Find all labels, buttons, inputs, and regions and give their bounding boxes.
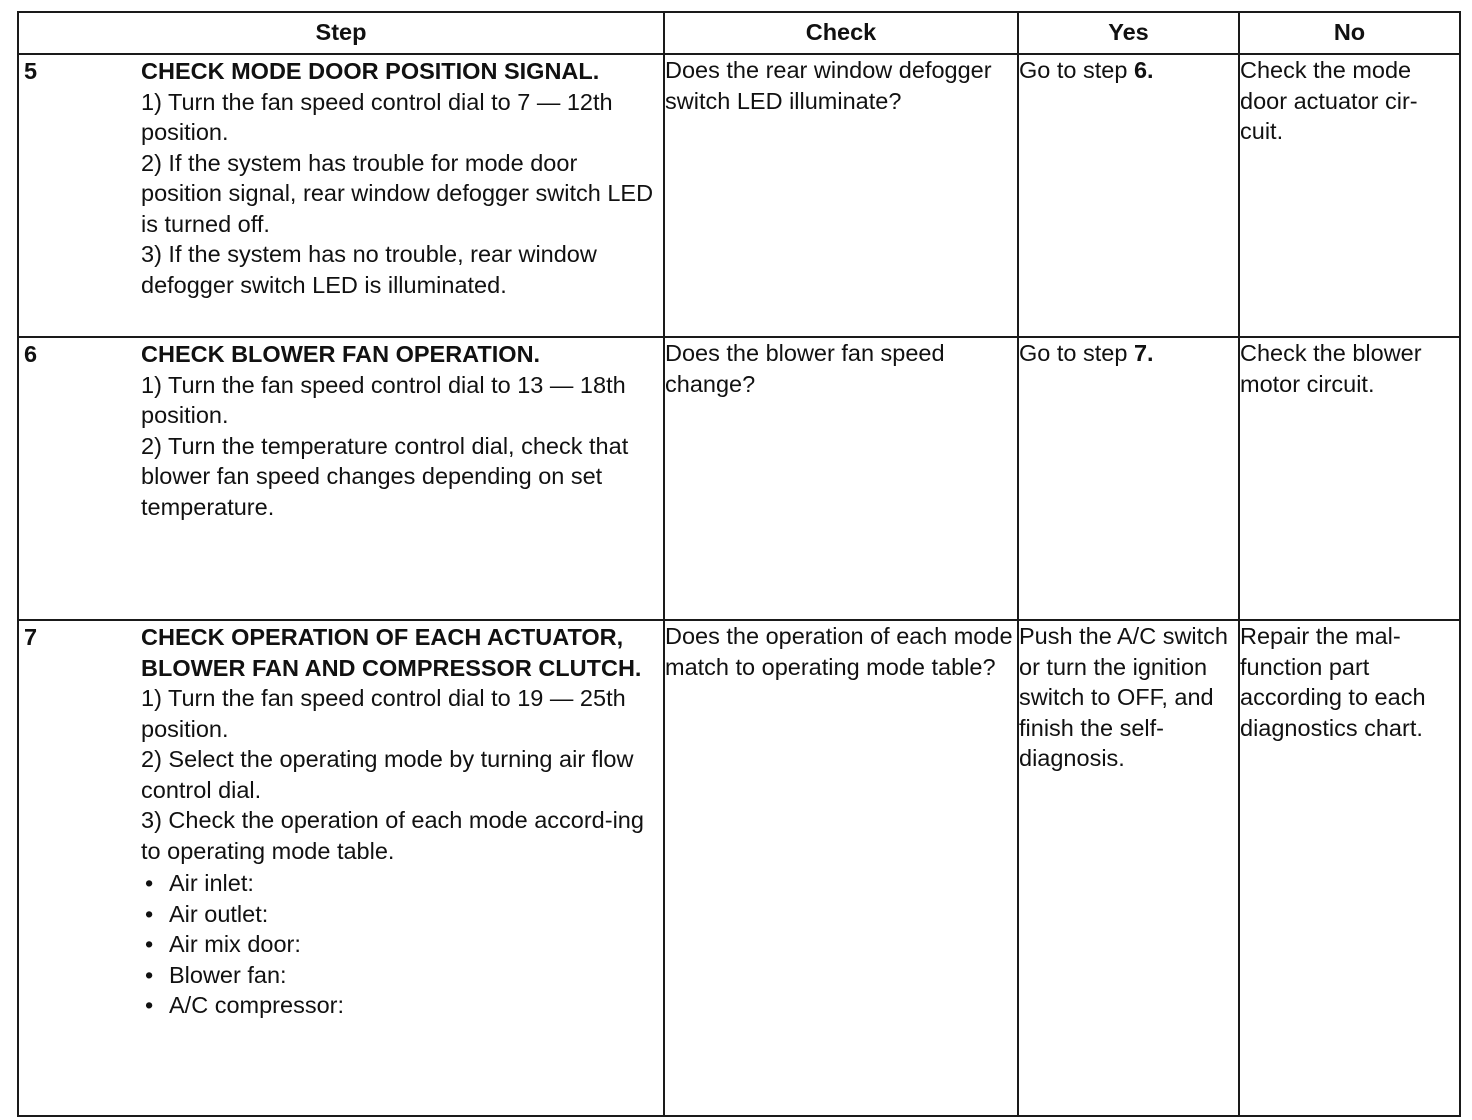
step-instruction: 2) If the system has trouble for mode door position signal, rear window defogger switch LED is turned off. bbox=[141, 149, 654, 237]
header-yes: Yes bbox=[1018, 12, 1239, 54]
check-cell: Does the blower fan speed change? bbox=[664, 337, 1018, 620]
table-row-step-5 bbox=[18, 54, 1460, 337]
yes-step-ref: 6. bbox=[1133, 57, 1154, 83]
step-cell bbox=[18, 620, 664, 1116]
step-instruction: 1) Turn the fan speed control dial to 13 — 18th position. bbox=[141, 371, 626, 428]
list-item: • Air mix door: bbox=[141, 929, 659, 960]
table-header-row bbox=[18, 12, 1460, 54]
list-item: • A/C compressor: bbox=[141, 990, 659, 1021]
step-instruction: 3) Check the operation of each mode accord-ing to operating mode table. bbox=[141, 807, 644, 864]
yes-step-ref: 7. bbox=[1133, 340, 1154, 366]
yes-text: Go to step bbox=[1019, 340, 1134, 366]
yes-cell: Push the A/C switch or turn the ignition switch to OFF, and finish the self-diagnosis. bbox=[1018, 620, 1239, 1116]
step-instruction: 3) If the system has no trouble, rear window defogger switch LED is illuminated. bbox=[141, 241, 597, 298]
step-cell bbox=[18, 54, 664, 337]
header-check: Check bbox=[664, 12, 1018, 54]
mode-bullet-list bbox=[141, 868, 659, 1021]
step-number: 5 bbox=[24, 58, 38, 84]
step-title: CHECK MODE DOOR POSITION SIGNAL. bbox=[141, 58, 600, 84]
header-step: Step bbox=[18, 12, 664, 54]
step-title: CHECK OPERATION OF EACH ACTUATOR, BLOWER FAN AND COMPRESSOR CLUTCH. bbox=[141, 624, 642, 681]
step-number: 6 bbox=[24, 341, 38, 367]
list-item: • Blower fan: bbox=[141, 960, 659, 991]
step-instruction: 1) Turn the fan speed control dial to 7 — 12th position. bbox=[141, 88, 613, 145]
list-item: • Air inlet: bbox=[141, 868, 659, 899]
yes-cell bbox=[1018, 54, 1239, 337]
no-cell: Repair the mal-function part according to each diagnostics chart. bbox=[1239, 620, 1460, 1116]
step-cell bbox=[18, 337, 664, 620]
check-cell: Does the rear window defogger switch LED illuminate? bbox=[664, 54, 1018, 337]
header-no: No bbox=[1239, 12, 1460, 54]
yes-text: Go to step bbox=[1019, 57, 1134, 83]
yes-cell bbox=[1018, 337, 1239, 620]
no-cell: Check the mode door actuator cir-cuit. bbox=[1239, 54, 1460, 337]
check-cell: Does the operation of each mode match to operating mode table? bbox=[664, 620, 1018, 1116]
step-instruction: 2) Turn the temperature control dial, check that blower fan speed changes depending on set temperature. bbox=[141, 432, 629, 520]
no-cell: Check the blower motor circuit. bbox=[1239, 337, 1460, 620]
step-title: CHECK BLOWER FAN OPERATION. bbox=[141, 341, 541, 367]
table-row-step-7 bbox=[18, 620, 1460, 1116]
step-number: 7 bbox=[24, 624, 38, 650]
step-instruction: 2) Select the operating mode by turning air flow control dial. bbox=[141, 746, 634, 803]
diagnosis-table bbox=[17, 11, 1461, 1117]
table-row-step-6 bbox=[18, 337, 1460, 620]
list-item: • Air outlet: bbox=[141, 899, 659, 930]
step-instruction: 1) Turn the fan speed control dial to 19 — 25th position. bbox=[141, 685, 626, 742]
